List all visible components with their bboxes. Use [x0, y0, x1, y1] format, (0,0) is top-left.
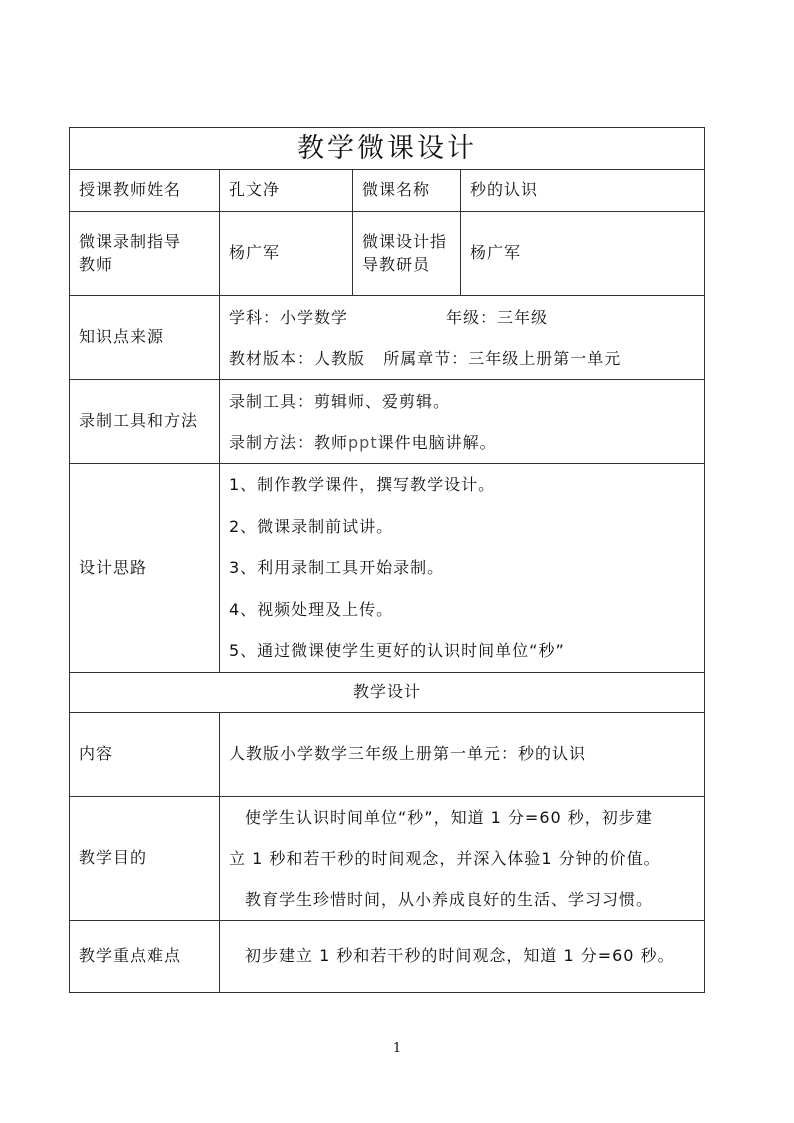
design-step: 2、微课录制前试讲。 [229, 516, 394, 536]
design-guide-label-line2: 导教研员 [362, 254, 431, 274]
course-name: 秒的认识 [461, 170, 705, 212]
design-guide-label-line1: 微课设计指 [362, 232, 448, 252]
knowledge-edition: 教材版本：人教版 [229, 348, 366, 368]
teacher-row [70, 170, 705, 212]
page-title: 教学微课设计 [70, 128, 705, 170]
method-ppt: ppt [348, 432, 378, 452]
lesson-design-table [69, 127, 705, 993]
key-content: 初步建立 1 秒和若干秒的时间观念，知道 1 分=60 秒。 [220, 921, 705, 993]
record-guide-name: 杨广军 [220, 212, 353, 296]
design-steps [220, 464, 705, 673]
method-suffix: 课件电脑讲解。 [377, 432, 497, 452]
design-row [70, 464, 705, 673]
tools-line: 录制工具：剪辑师、爱剪辑。 [229, 391, 451, 411]
page-number: 1 [392, 1041, 402, 1056]
record-guide-label-line2: 教师 [79, 254, 114, 274]
goal-row [70, 797, 705, 921]
tools-row [70, 380, 705, 464]
knowledge-content [220, 296, 705, 380]
teaching-design-header-row [70, 673, 705, 713]
guide-row [70, 212, 705, 296]
knowledge-label: 知识点来源 [70, 296, 220, 380]
teacher-label: 授课教师姓名 [70, 170, 220, 212]
teaching-design-header: 教学设计 [70, 673, 705, 713]
teacher-name: 孔文净 [220, 170, 353, 212]
goal-content [220, 797, 705, 921]
content-text: 人教版小学数学三年级上册第一单元：秒的认识 [220, 713, 705, 797]
method-line [229, 422, 695, 463]
method-prefix: 录制方法：教师 [229, 432, 349, 452]
record-guide-label-line1: 微课录制指导 [79, 232, 182, 252]
goal-label: 教学目的 [70, 797, 220, 921]
design-step: 5、通过微课使学生更好的认识时间单位“秒” [229, 641, 565, 661]
key-label: 教学重点难点 [70, 921, 220, 993]
course-name-label: 微课名称 [353, 170, 461, 212]
design-guide-name: 杨广军 [461, 212, 705, 296]
goal-line: 立 1 秒和若干秒的时间观念，并深入体验1 分钟的价值。 [229, 849, 661, 868]
goal-line: 使学生认识时间单位“秒”，知道 1 分=60 秒，初步建 [245, 808, 653, 827]
knowledge-grade: 年级：三年级 [446, 307, 549, 327]
design-step: 1、制作教学课件，撰写教学设计。 [229, 475, 496, 495]
knowledge-line-1 [229, 297, 695, 338]
title-row [70, 128, 705, 170]
design-step: 4、视频处理及上传。 [229, 599, 394, 619]
knowledge-line-2 [229, 338, 695, 379]
key-row [70, 921, 705, 993]
design-label: 设计思路 [70, 464, 220, 673]
tools-label: 录制工具和方法 [70, 380, 220, 464]
goal-line: 教育学生珍惜时间，从小养成良好的生活、学习习惯。 [245, 890, 654, 909]
content-row [70, 713, 705, 797]
knowledge-subject: 学科：小学数学 [229, 307, 349, 327]
knowledge-row [70, 296, 705, 380]
knowledge-chapter: 所属章节：三年级上册第一单元 [383, 348, 622, 368]
content-label: 内容 [70, 713, 220, 797]
design-guide-label [353, 212, 461, 296]
record-guide-label [70, 212, 220, 296]
design-step: 3、利用录制工具开始录制。 [229, 558, 445, 578]
tools-content [220, 380, 705, 464]
